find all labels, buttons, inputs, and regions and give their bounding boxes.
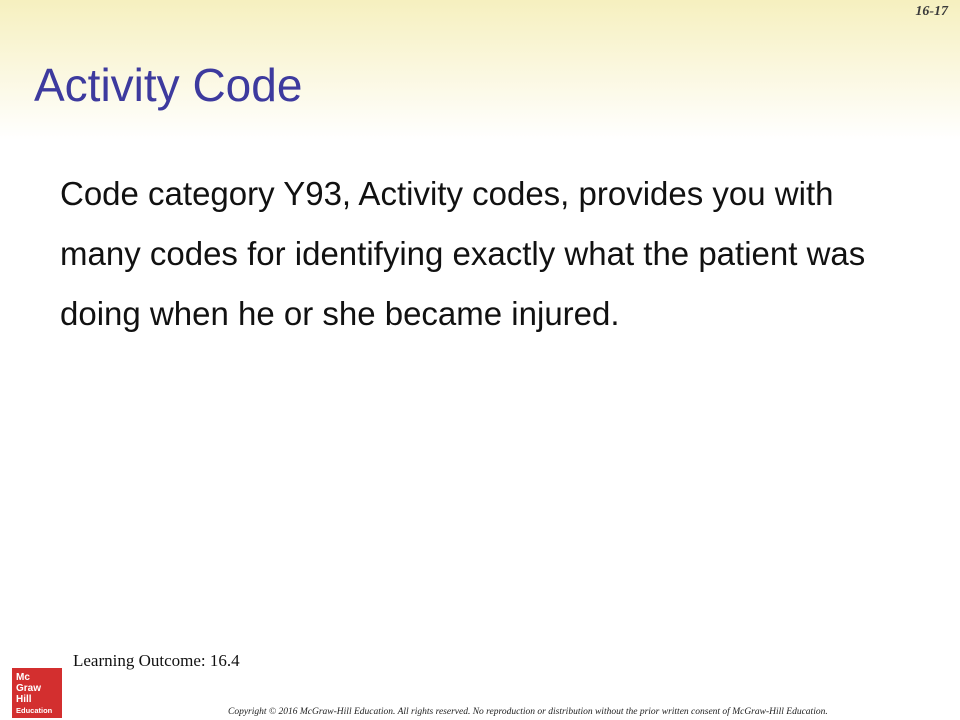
slide-body-text: Code category Y93, Activity codes, provides you with many codes for identifying exactly what the patient was doing when he or she became injured. [60,175,866,332]
logo-text-line-2: Graw [16,683,42,694]
logo-text-line-1: Mc [16,672,30,683]
slide-title: Activity Code [34,59,303,111]
learning-outcome: Learning Outcome: 16.4 [73,651,240,670]
copyright-notice: Copyright © 2016 McGraw-Hill Education. All rights reserved. No reproduction or distribution without the prior written consent of McGraw-Hill Education. [228,707,828,717]
mcgraw-hill-education-logo-icon [12,668,62,718]
slide-number: 16-17 [915,4,948,19]
logo-text-line-3: Hill [16,694,32,705]
logo-text-line-4: Education [16,706,53,715]
